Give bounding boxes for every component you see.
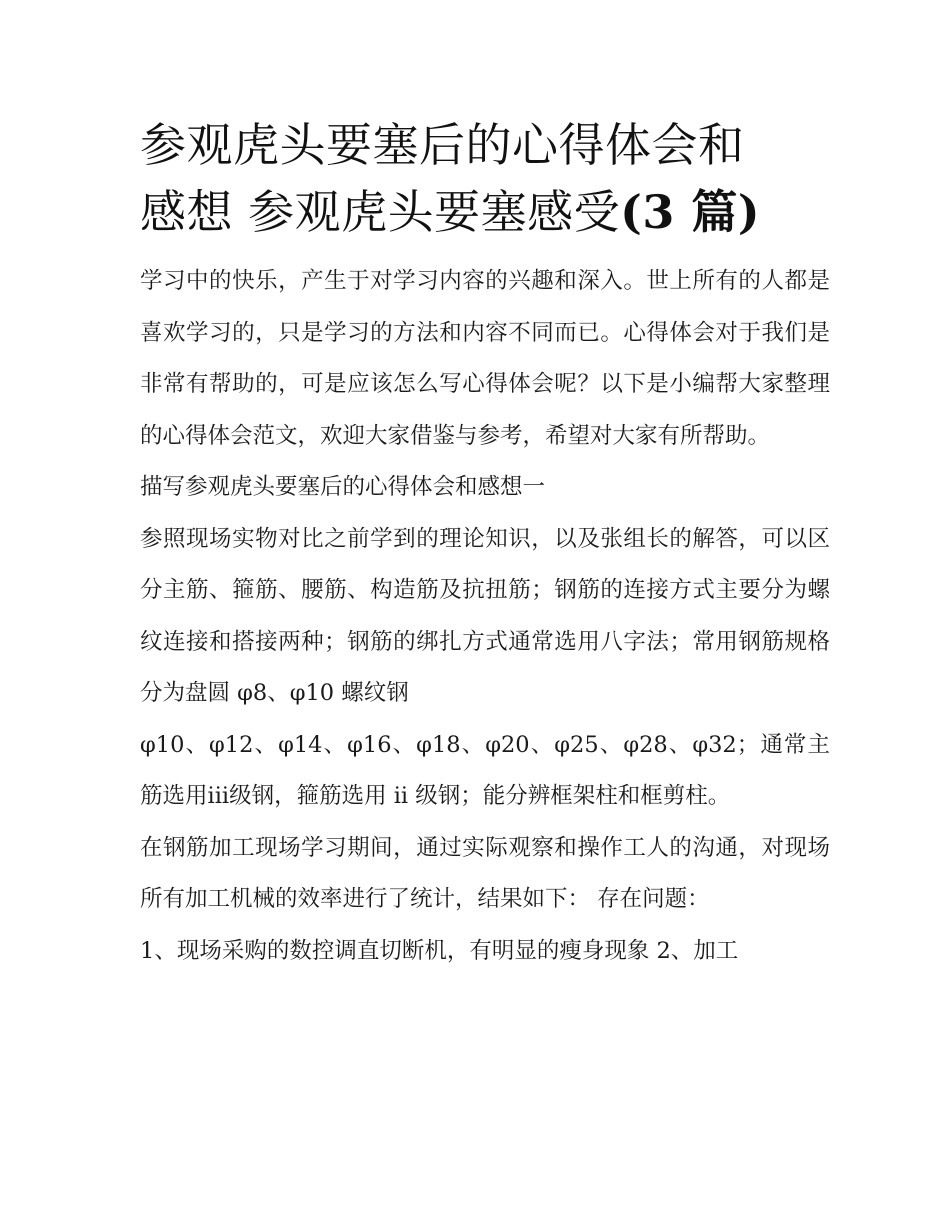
body-paragraph-issues: 1、现场采购的数控调直切断机，有明显的瘦身现象 2、加工 bbox=[140, 937, 739, 964]
intro-paragraph: 学习中的快乐，产生于对学习内容的兴趣和深入。世上所有的人都是喜欢学习的，只是学习的方法和内容不同而已。心得体会对于我们是非常有帮助的，可是应该怎么写心得体会呢？以下是小编帮大家整理的心得体会范文，欢迎大家借鉴与参考，希望对大家有所帮助。 bbox=[140, 268, 830, 449]
document-body bbox=[140, 112, 830, 977]
title-line-1: 参观虎头要塞后的心得体会和 bbox=[140, 118, 745, 172]
section-heading: 描写参观虎头要塞后的心得体会和感想一 bbox=[140, 474, 546, 500]
document-title bbox=[140, 112, 830, 246]
title-line-2: 感想 参观虎头要塞感受 bbox=[140, 185, 621, 239]
body-paragraph-rebar-types: 参照现场实物对比之前学到的理论知识，以及张组长的解答，可以区分主筋、箍筋、腰筋、构造筋及抗扭筋；钢筋的连接方式主要分为螺纹连接和搭接两种；钢筋的绑扎方式通常选用八字法；常用钢筋规格分为盘圆 φ8、φ10 螺纹钢 bbox=[140, 525, 830, 706]
body-paragraph-rebar-specs: φ10、φ12、φ14、φ16、φ18、φ20、φ25、φ28、φ32；通常主筋选用iii级钢，箍筋选用 ii 级钢；能分辨框架柱和框剪柱。 bbox=[140, 731, 830, 809]
body-paragraph-processing: 在钢筋加工现场学习期间，通过实际观察和操作工人的沟通，对现场所有加工机械的效率进行了统计，结果如下： 存在问题： bbox=[140, 834, 830, 912]
title-article-count: (3 篇) bbox=[620, 185, 761, 239]
